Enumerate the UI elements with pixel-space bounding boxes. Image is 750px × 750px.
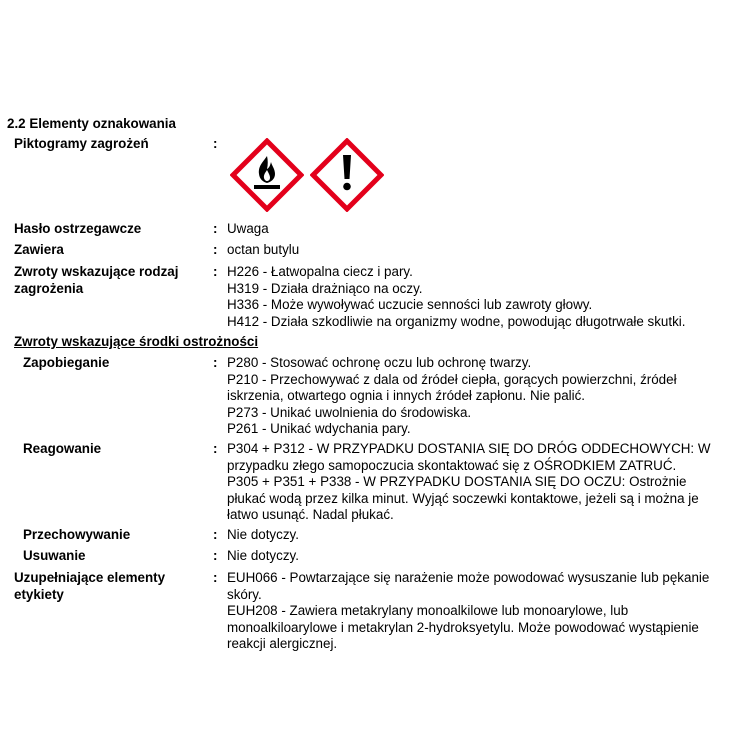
prevention-line: P273 - Unikać uwolnienia do środowiska. [227,404,472,420]
response-colon: : [213,441,218,456]
response-line: płukać wodą przez kilka minut. Wyjąć soczewki kontaktowe, jeżeli są i można je [227,490,699,506]
response-line: przypadku złego samopoczucia skontaktować się z OŚRODKIEM ZATRUĆ. [227,457,677,473]
signal-word-colon: : [213,221,218,236]
supplemental-line: monoalkiloarylowe i metakrylan 2-hydroksyetylu. Może powodować wystąpienie [227,619,699,635]
exclamation-pictogram-icon [310,138,384,212]
prevention-label: Zapobieganie [23,355,110,370]
supplemental-line: skóry. [227,586,262,602]
hazard-statements-colon: : [213,264,218,279]
disposal-value: Nie dotyczy. [227,548,299,563]
storage-colon: : [213,527,218,542]
hazard-statements-label-line2: zagrożenia [14,280,84,296]
section-title: 2.2 Elementy oznakowania [7,116,176,131]
hazard-statement-line: H336 - Może wywoływać uczucie senności lub zawroty głowy. [227,297,593,313]
contains-label: Zawiera [14,242,64,257]
flame-pictogram-icon [230,138,304,212]
supplemental-line: reakcji alergicznej. [227,636,338,652]
hazard-statements-label [14,264,178,297]
storage-label: Przechowywanie [23,527,131,542]
precautionary-header: Zwroty wskazujące środki ostrożności [14,334,259,349]
signal-word-label: Hasło ostrzegawcze [14,221,142,236]
prevention-line: P261 - Unikać wdychania pary. [227,421,411,437]
prevention-list [227,355,677,438]
supplemental-label [14,570,165,603]
hazard-statement-line: H319 - Działa drażniąco na oczy. [227,280,423,296]
supplemental-list [227,570,709,653]
hazard-statement-line: H412 - Działa szkodliwie na organizmy wodne, powodując długotrwałe skutki. [227,313,686,329]
supplemental-label-line1: Uzupełniające elementy [14,570,166,585]
response-line: P305 + P351 + P338 - W PRZYPADKU DOSTANIA SIĘ DO OCZU: Ostrożnie [227,474,687,490]
prevention-line: P210 - Przechowywać z dala od źródeł ciepła, gorących powierzchni, źródeł [227,371,677,387]
response-line: P304 + P312 - W PRZYPADKU DOSTANIA SIĘ DO DRÓG ODDECHOWYCH: W [227,441,711,456]
hazard-statements-label-line1: Zwroty wskazujące rodzaj [14,264,179,279]
prevention-line: iskrzenia, otwartego ognia i innych źródeł zapłonu. Nie palić. [227,388,586,404]
disposal-label: Usuwanie [23,548,86,563]
pictograms-label: Piktogramy zagrożeń [14,136,149,151]
supplemental-line: EUH208 - Zawiera metakrylany monoalkilowe lub monoarylowe, lub [227,603,629,619]
response-list [227,441,711,524]
hazard-statement-line: H226 - Łatwopalna ciecz i pary. [227,264,413,279]
storage-value: Nie dotyczy. [227,527,299,542]
pictograms-colon: : [213,136,218,151]
response-line: łatwo usunąć. Nadal płukać. [227,507,394,523]
hazard-statements-list [227,264,686,330]
contains-value: octan butylu [227,242,300,257]
prevention-colon: : [213,355,218,370]
supplemental-label-line2: etykiety [14,586,64,602]
disposal-colon: : [213,548,218,563]
signal-word-value: Uwaga [227,221,269,236]
response-label: Reagowanie [23,441,102,456]
prevention-line: P280 - Stosować ochronę oczu lub ochronę twarzy. [227,355,532,370]
supplemental-line: EUH066 - Powtarzające się narażenie może powodować wysuszanie lub pękanie [227,570,710,585]
supplemental-colon: : [213,570,218,585]
contains-colon: : [213,242,218,257]
